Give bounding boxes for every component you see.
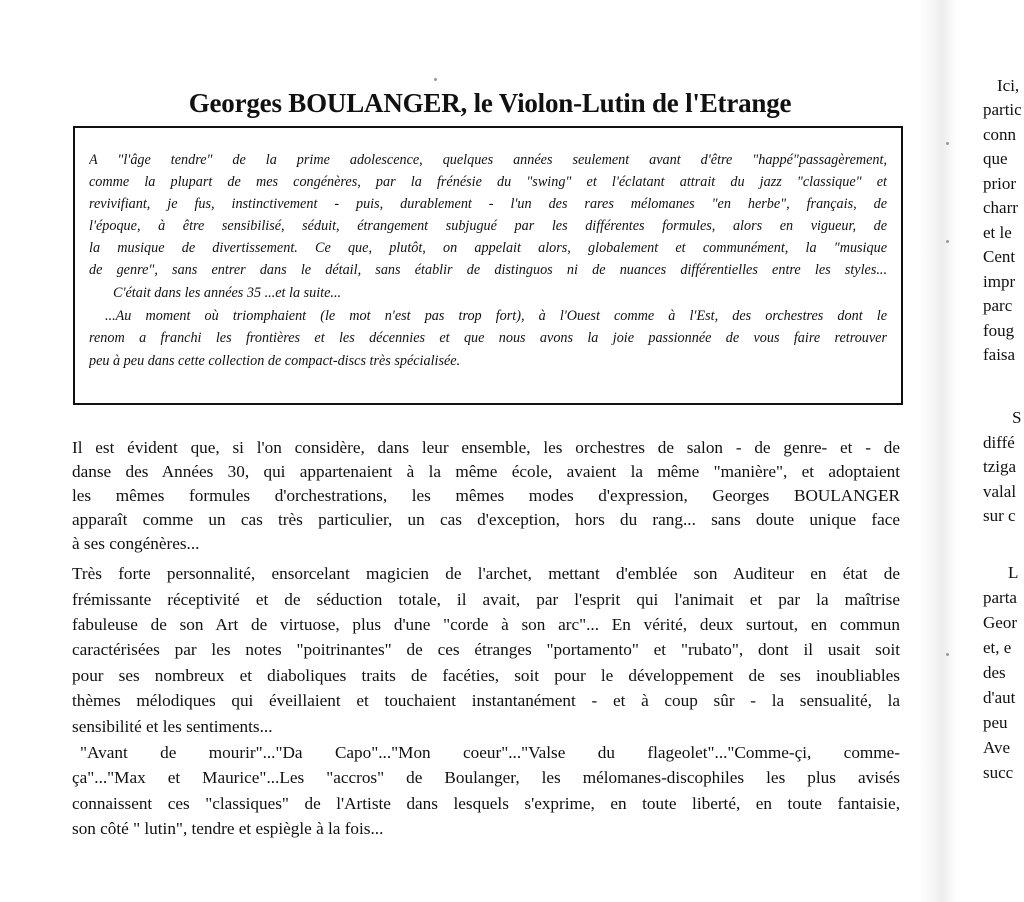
right-page-line: S [1012, 408, 1022, 427]
right-page-line: foug [983, 321, 1015, 340]
right-page-line: tziga [983, 457, 1017, 476]
intro-line: A "l'âge tendre" de la prime adolescence, quelques années seulement avant d'être "happé"passagèrement, [89, 152, 887, 168]
intro-line: C'était dans les années 35 ...et la suite... [113, 285, 342, 301]
right-page-line: peu [983, 713, 1008, 732]
body-line: frémissante réceptivité et de séduction totale, il avait, par l'esprit qui l'animait et par la maîtrise [72, 590, 900, 609]
intro-line: comme la plupart de mes congénères, par la frénésie du "swing" et l'éclatant attrait du jazz "classique" et [89, 174, 887, 190]
right-page-line: d'aut [983, 688, 1016, 707]
right-page-line: prior [983, 174, 1017, 193]
body-line: connaissent ces "classiques" de l'Artiste dans lesquels s'exprime, en toute liberté, en toute fantaisie, [72, 794, 900, 813]
intro-line: de genre", sans entrer dans le détail, sans établir de distinguos ni de nuances différentielles entre les styles... [89, 262, 887, 278]
body-line: apparaît comme un cas très particulier, un cas d'exception, hors du rang... sans doute unique face [72, 510, 900, 529]
right-page-line: Ave [983, 738, 1011, 757]
intro-line: la musique de divertissement. Ce que, plutôt, on appelait alors, globalement et communément, la "musique [89, 240, 887, 256]
right-page-line: Cent [983, 247, 1016, 266]
intro-box [73, 126, 903, 405]
body-line: pour ses nombreux et diaboliques traits de facéties, soit pour le développement de ses inoubliables [72, 666, 900, 685]
intro-line: ...Au moment où triomphaient (le mot n'est pas trop fort), à l'Ouest comme à l'Est, des orchestres dont le [105, 308, 887, 324]
right-page-line: valal [983, 482, 1017, 501]
body-line: "Avant de mourir"..."Da Capo"..."Mon coeur"..."Valse du flageolet"..."Comme-çi, comme- [80, 743, 900, 762]
right-page-line: impr [983, 272, 1016, 291]
body-line: les mêmes formules d'orchestrations, les mêmes modes d'expression, Georges BOULANGER [72, 486, 900, 505]
scan-speck [946, 653, 949, 656]
page-gutter-shadow [918, 0, 958, 902]
scan-speck [434, 78, 437, 81]
intro-line: l'époque, à être sensibilisé, séduit, étrangement subjugué par les différentes formules, alors en vigueur, de [89, 218, 887, 234]
body-line: à ses congénères... [72, 534, 200, 553]
right-page-line: partic [983, 100, 1022, 119]
intro-line: revivifiant, je fus, instinctivement - puis, durablement - l'un des rares mélomanes "en herbe", français, de [89, 196, 887, 212]
body-line: danse des Années 30, qui appartenaient à la même école, avaient la même "manière", et adoptaient [72, 462, 900, 481]
body-line: son côté " lutin", tendre et espiègle à la fois... [72, 819, 384, 838]
scan-speck [946, 142, 949, 145]
article-title: Georges BOULANGER, le Violon-Lutin de l'Etrange [188, 88, 792, 118]
scan-speck [946, 240, 949, 243]
right-page-line: parta [983, 588, 1017, 607]
right-page-line: diffé [983, 433, 1015, 452]
right-page-line: charr [983, 198, 1018, 217]
right-page-line: et, e [983, 638, 1012, 657]
body-line: thèmes mélodiques qui éveillaient et touchaient instantanément - et à coup sûr - la sensualité, la [72, 691, 900, 710]
body-line: sensibilité et les sentiments... [72, 717, 273, 736]
right-page-line: et le [983, 223, 1012, 242]
intro-line: renom a franchi les frontières et les décennies et que nous avons la joie passionnée de vous faire retrouver [89, 330, 887, 346]
right-page-line: sur c [983, 506, 1016, 525]
body-line: caractérisées par les notes "poitrinantes" de ces étranges "portamento" et "rubato", dont il usait soit [72, 640, 900, 659]
right-page-line: parc [983, 296, 1013, 315]
right-page-line: Ici, [997, 76, 1020, 95]
right-page-line: L [1008, 563, 1019, 582]
right-page-line: des [983, 663, 1006, 682]
right-page-line: que [983, 149, 1008, 168]
body-line: Très forte personnalité, ensorcelant magicien de l'archet, mettant d'emblée son Auditeur en état de [72, 564, 900, 583]
right-page-line: conn [983, 125, 1017, 144]
intro-line: peu à peu dans cette collection de compact-discs très spécialisée. [89, 353, 461, 369]
right-page-line: Geor [983, 613, 1017, 632]
body-line: fabuleuse de son Art de virtuose, plus d'une "corde à son arc"... En vérité, deux surtout, en commun [72, 615, 900, 634]
body-line: Il est évident que, si l'on considère, dans leur ensemble, les orchestres de salon - de genre- et - de [72, 438, 900, 457]
body-line: ça"..."Max et Maurice"...Les "accros" de Boulanger, les mélomanes-discophiles les plus avisés [72, 768, 900, 787]
right-page-line: faisa [983, 345, 1016, 364]
right-page-line: succ [983, 763, 1014, 782]
